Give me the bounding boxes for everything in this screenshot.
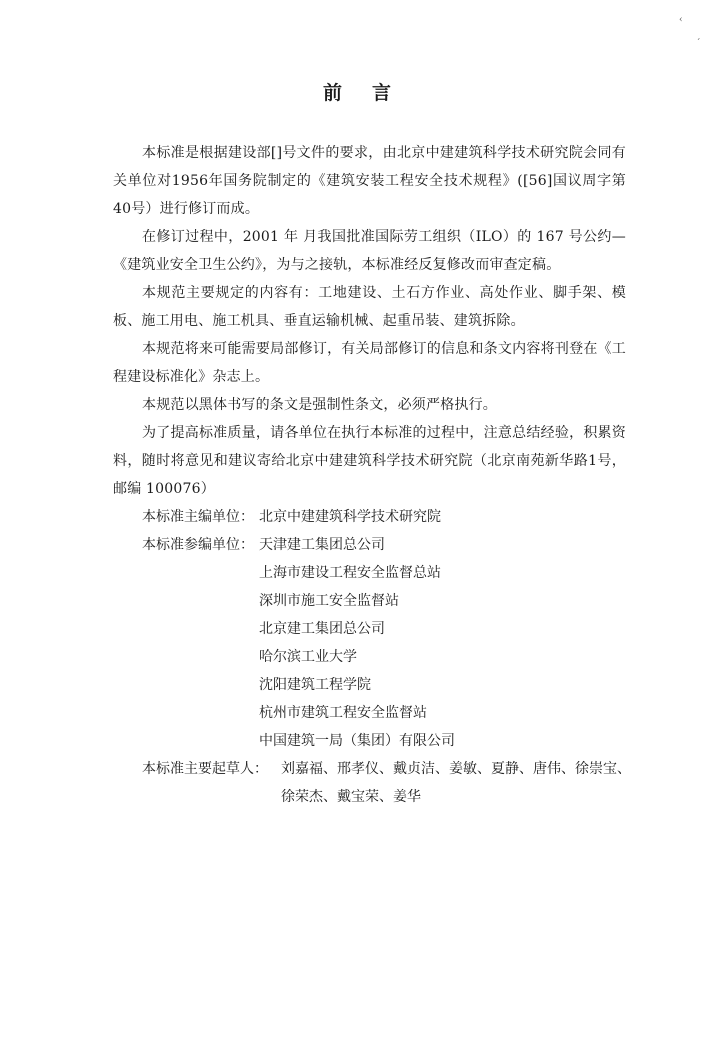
preface-body (113, 139, 631, 811)
participant-row (113, 699, 626, 727)
participant-unit: 沈阳建筑工程学院 (259, 677, 371, 693)
drafters-label: 本标准主要起草人： (142, 761, 268, 777)
title-char: 言 (372, 82, 392, 104)
paragraph: 本规范以黑体书写的条文是强制性条文，必须严格执行。 (142, 397, 497, 413)
participant-unit: 北京建工集团总公司 (259, 621, 385, 637)
participant-row (113, 587, 626, 615)
chief-editor-row (113, 503, 626, 531)
corner-mark: ´ (696, 39, 701, 49)
participant-unit: 天津建工集团总公司 (259, 537, 385, 553)
participant-unit: 上海市建设工程安全监督总站 (259, 565, 441, 581)
drafters-line: 徐荣杰、戴宝荣、姜华 (281, 789, 421, 805)
paragraph: 在修订过程中，2001 年 月我国批准国际劳工组织（ILO）的 167 号公约—《建筑业安全卫生公约》，为与之接轨，本标准经反复修改而审查定稿。 (113, 229, 626, 273)
drafters-line: 刘嘉福、邢孝仪、戴贞洁、姜敏、夏静、唐伟、徐崇宝、 (281, 761, 631, 777)
participant-unit: 深圳市施工安全监督站 (259, 593, 399, 609)
paragraph: 本规范将来可能需要局部修订，有关局部修订的信息和条文内容将刊登在《工程建设标准化》杂志上。 (113, 341, 626, 385)
title-char: 前 (322, 82, 342, 104)
paragraph: 为了提高标准质量，请各单位在执行本标准的过程中，注意总结经验，积累资料，随时将意见和建议寄给北京中建建筑科学技术研究院（北京南苑新华路1号，邮编 100076） (113, 425, 626, 497)
paragraph: 本标准是根据建设部[]号文件的要求，由北京中建建筑科学技术研究院会同有关单位对1956年国务院制定的《建筑安装工程安全技术规程》([56]国议周字第40号）进行修订而成。 (113, 145, 626, 217)
chief-editor-label: 本标准主编单位： (142, 509, 254, 525)
participant-row (113, 531, 626, 559)
drafters-block (113, 755, 631, 811)
paragraph: 本规范主要规定的内容有：工地建设、土石方作业、高处作业、脚手架、模板、施工用电、施工机具、垂直运输机械、起重吊装、建筑拆除。 (113, 285, 626, 329)
organizations-list (113, 503, 631, 811)
participant-unit: 哈尔滨工业大学 (259, 649, 357, 665)
chief-editor-unit: 北京中建建筑科学技术研究院 (259, 509, 441, 525)
page-title (0, 80, 714, 106)
participant-row (113, 727, 626, 755)
participant-row (113, 671, 626, 699)
participants-label: 本标准参编单位： (142, 537, 254, 553)
participant-row (113, 559, 626, 587)
corner-mark: ‹ (679, 15, 683, 25)
participant-row (113, 615, 626, 643)
participant-unit: 杭州市建筑工程安全监督站 (259, 705, 427, 721)
participant-unit: 中国建筑一局（集团）有限公司 (259, 733, 455, 749)
participant-row (113, 643, 626, 671)
